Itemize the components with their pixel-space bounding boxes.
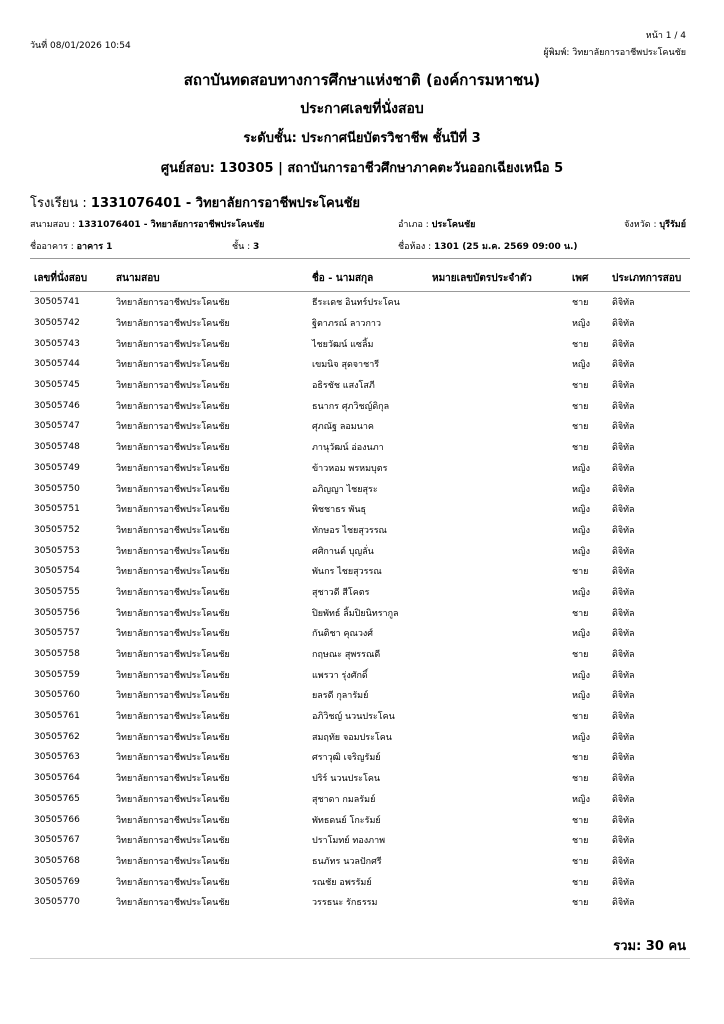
id-card-cell <box>428 706 568 727</box>
gender-cell: ชาย <box>572 443 589 454</box>
school-line <box>30 192 360 213</box>
gender-cell: ชาย <box>572 712 589 723</box>
seat-number-cell: 30505754 <box>34 566 80 577</box>
gender-cell: ชาย <box>572 650 589 661</box>
venue-cell: วิทยาลัยการอาชีพประโคนชัย <box>116 836 230 847</box>
name-cell: รณชัย อพรรัมย์ <box>312 877 372 888</box>
exam-type-cell: ดิจิทัล <box>612 815 635 826</box>
venue-cell: วิทยาลัยการอาชีพประโคนชัย <box>116 319 230 330</box>
seat-number-cell: 30505768 <box>34 855 80 866</box>
seat-number-cell: 30505745 <box>34 380 80 391</box>
name-cell: แพรวา รุ่งศักดิ์ <box>312 670 368 681</box>
floor-label: ชั้น : <box>232 242 251 252</box>
id-card-cell <box>428 582 568 603</box>
seat-number-cell: 30505743 <box>34 338 80 349</box>
gender-cell: หญิง <box>572 732 590 743</box>
venue-info <box>30 217 264 231</box>
id-card-cell <box>428 726 568 747</box>
id-card-cell <box>428 851 568 872</box>
venue-cell: วิทยาลัยการอาชีพประโคนชัย <box>116 815 230 826</box>
name-cell: กันติชา คุณวงศ์ <box>312 629 374 640</box>
table-row <box>30 333 690 354</box>
organization-title: สถาบันทดสอบทางการศึกษาแห่งชาติ (องค์การมหาชน) <box>183 71 541 89</box>
exam-type-cell: ดิจิทัล <box>612 298 635 309</box>
seat-number-cell: 30505767 <box>34 835 80 846</box>
col-name: ชื่อ - นามสกุล <box>312 272 374 284</box>
name-cell: วรรธนะ รักธรรม <box>312 898 378 909</box>
name-cell: ธนภัทร นวลปักศรี <box>312 856 382 867</box>
name-cell: ปริร์ นวนประโคน <box>312 774 380 785</box>
exam-type-cell: ดิจิทัล <box>612 381 635 392</box>
venue-cell: วิทยาลัยการอาชีพประโคนชัย <box>116 401 230 412</box>
table-row <box>30 726 690 747</box>
gender-cell: ชาย <box>572 401 589 412</box>
id-card-cell <box>428 623 568 644</box>
building-value: อาคาร 1 <box>76 242 113 252</box>
id-card-cell <box>428 830 568 851</box>
exam-type-cell: ดิจิทัล <box>612 401 635 412</box>
gender-cell: ชาย <box>572 815 589 826</box>
gender-cell: หญิง <box>572 794 590 805</box>
table-row <box>30 830 690 851</box>
id-card-cell <box>428 478 568 499</box>
name-cell: กฤษณะ สุพรรณดี <box>312 650 381 661</box>
venue-cell: วิทยาลัยการอาชีพประโคนชัย <box>116 546 230 557</box>
id-card-cell <box>428 871 568 892</box>
gender-cell: ชาย <box>572 567 589 578</box>
exam-type-cell: ดิจิทัล <box>612 732 635 743</box>
gender-cell: หญิง <box>572 319 590 330</box>
room-info <box>398 239 578 253</box>
district-value: ประโคนชัย <box>431 220 476 230</box>
exam-type-cell: ดิจิทัล <box>612 670 635 681</box>
province-info <box>624 217 686 231</box>
seat-number-cell: 30505761 <box>34 711 80 722</box>
seat-number-cell: 30505770 <box>34 897 80 908</box>
seat-number-cell: 30505749 <box>34 462 80 473</box>
seat-number-cell: 30505752 <box>34 524 80 535</box>
gender-cell: ชาย <box>572 422 589 433</box>
id-card-cell <box>428 664 568 685</box>
table-header-row <box>30 265 690 292</box>
seat-number-cell: 30505742 <box>34 318 80 329</box>
exam-type-cell: ดิจิทัล <box>612 360 635 371</box>
seat-table <box>30 265 690 913</box>
seat-number-cell: 30505748 <box>34 442 80 453</box>
gender-cell: หญิง <box>572 546 590 557</box>
name-cell: ธนากร ศุภวิชญ์ดิกุล <box>312 401 390 412</box>
exam-type-cell: ดิจิทัล <box>612 546 635 557</box>
room-value: 1301 (25 ม.ค. 2569 09:00 น.) <box>434 242 578 252</box>
id-card-cell <box>428 561 568 582</box>
col-id-card: หมายเลขบัตรประจำตัว <box>432 272 532 284</box>
exam-type-cell: ดิจิทัล <box>612 856 635 867</box>
venue-cell: วิทยาลัยการอาชีพประโคนชัย <box>116 753 230 764</box>
exam-type-cell: ดิจิทัล <box>612 463 635 474</box>
table-row <box>30 437 690 458</box>
venue-cell: วิทยาลัยการอาชีพประโคนชัย <box>116 381 230 392</box>
id-card-cell <box>428 416 568 437</box>
name-cell: ยลรดี กุลารัมย์ <box>312 691 369 702</box>
id-card-cell <box>428 499 568 520</box>
name-cell: ธีระเดช อินทร์ประโคน <box>312 298 400 309</box>
table-row <box>30 395 690 416</box>
table-row <box>30 520 690 541</box>
table-row <box>30 499 690 520</box>
venue-cell: วิทยาลัยการอาชีพประโคนชัย <box>116 877 230 888</box>
name-cell: สมฤทัย จอมประโคน <box>312 732 392 743</box>
venue-cell: วิทยาลัยการอาชีพประโคนชัย <box>116 298 230 309</box>
gender-cell: หญิง <box>572 360 590 371</box>
table-row <box>30 747 690 768</box>
exam-type-cell: ดิจิทัล <box>612 525 635 536</box>
name-cell: พิชชาธร พันธุ <box>312 505 366 516</box>
table-row <box>30 664 690 685</box>
gender-cell: หญิง <box>572 505 590 516</box>
table-row <box>30 789 690 810</box>
exam-type-cell: ดิจิทัล <box>612 608 635 619</box>
gender-cell: ชาย <box>572 753 589 764</box>
exam-type-cell: ดิจิทัล <box>612 443 635 454</box>
total-count: รวม: 30 คน <box>613 939 686 954</box>
col-gender: เพศ <box>572 272 589 284</box>
name-cell: ปิยพัทธ์ ลิ้มปิยนิทรากูล <box>312 608 399 619</box>
seat-number-cell: 30505744 <box>34 359 80 370</box>
gender-cell: ชาย <box>572 608 589 619</box>
exam-type-cell: ดิจิทัล <box>612 629 635 640</box>
venue-cell: วิทยาลัยการอาชีพประโคนชัย <box>116 463 230 474</box>
venue-cell: วิทยาลัยการอาชีพประโคนชัย <box>116 712 230 723</box>
table-row <box>30 892 690 913</box>
print-date: วันที่ 08/01/2026 10:54 <box>30 41 131 51</box>
id-card-cell <box>428 789 568 810</box>
seat-number-cell: 30505766 <box>34 814 80 825</box>
table-row <box>30 871 690 892</box>
col-venue: สนามสอบ <box>116 272 160 284</box>
name-cell: ภานุวัฒน์ อ่องนภา <box>312 443 384 454</box>
name-cell: ปราโมทย์ ทองภาพ <box>312 836 386 847</box>
exam-type-cell: ดิจิทัล <box>612 691 635 702</box>
seat-number-cell: 30505769 <box>34 876 80 887</box>
exam-type-cell: ดิจิทัล <box>612 567 635 578</box>
floor-info <box>232 239 259 253</box>
id-card-cell <box>428 520 568 541</box>
id-card-cell <box>428 685 568 706</box>
table-row <box>30 706 690 727</box>
name-cell: อธิรชัช แสงโสภี <box>312 381 375 392</box>
exam-type-cell: ดิจิทัล <box>612 587 635 598</box>
name-cell: ศราวุฒิ เจริญรัมย์ <box>312 753 381 764</box>
id-card-cell <box>428 437 568 458</box>
venue-cell: วิทยาลัยการอาชีพประโคนชัย <box>116 774 230 785</box>
venue-cell: วิทยาลัยการอาชีพประโคนชัย <box>116 608 230 619</box>
id-card-cell <box>428 375 568 396</box>
table-row <box>30 602 690 623</box>
center-title: ศูนย์สอบ: 130305 | สถาบันการอาชีวศึกษาภาคตะวันออกเฉียงเหนือ 5 <box>160 161 564 176</box>
id-card-cell <box>428 354 568 375</box>
name-cell: ศศิกานต์ บุญลั่น <box>312 546 374 557</box>
name-cell: สุชาดา กมลรัมย์ <box>312 794 376 805</box>
exam-type-cell: ดิจิทัล <box>612 712 635 723</box>
level-title: ระดับชั้น: ประกาศนียบัตรวิชาชีพ ชั้นปีที่ 3 <box>243 131 481 146</box>
id-card-cell <box>428 458 568 479</box>
name-cell: ทักษอร ไชยสุวรรณ <box>312 525 387 536</box>
floor-value: 3 <box>253 242 260 252</box>
exam-type-cell: ดิจิทัล <box>612 484 635 495</box>
seat-number-cell: 30505762 <box>34 731 80 742</box>
exam-type-cell: ดิจิทัล <box>612 794 635 805</box>
table-row <box>30 458 690 479</box>
id-card-cell <box>428 747 568 768</box>
table-row <box>30 623 690 644</box>
gender-cell: ชาย <box>572 877 589 888</box>
gender-cell: ชาย <box>572 856 589 867</box>
venue-cell: วิทยาลัยการอาชีพประโคนชัย <box>116 856 230 867</box>
table-row <box>30 768 690 789</box>
venue-cell: วิทยาลัยการอาชีพประโคนชัย <box>116 650 230 661</box>
venue-cell: วิทยาลัยการอาชีพประโคนชัย <box>116 794 230 805</box>
gender-cell: หญิง <box>572 463 590 474</box>
gender-cell: ชาย <box>572 298 589 309</box>
seat-number-cell: 30505753 <box>34 545 80 556</box>
name-cell: พันกร ไชยสุวรรณ <box>312 567 382 578</box>
seat-number-cell: 30505747 <box>34 421 80 432</box>
venue-cell: วิทยาลัยการอาชีพประโคนชัย <box>116 360 230 371</box>
id-card-cell <box>428 768 568 789</box>
province-label: จังหวัด : <box>624 220 657 230</box>
id-card-cell <box>428 395 568 416</box>
venue-cell: วิทยาลัยการอาชีพประโคนชัย <box>116 670 230 681</box>
exam-type-cell: ดิจิทัล <box>612 650 635 661</box>
name-cell: อภิญญา ไชยสุระ <box>312 484 378 495</box>
gender-cell: หญิง <box>572 629 590 640</box>
name-cell: ข้าวหอม พรหมบุตร <box>312 463 388 474</box>
venue-cell: วิทยาลัยการอาชีพประโคนชัย <box>116 732 230 743</box>
seat-number-cell: 30505746 <box>34 400 80 411</box>
exam-type-cell: ดิจิทัล <box>612 505 635 516</box>
gender-cell: หญิง <box>572 525 590 536</box>
district-label: อำเภอ : <box>398 220 429 230</box>
gender-cell: ชาย <box>572 339 589 350</box>
table-row <box>30 851 690 872</box>
venue-cell: วิทยาลัยการอาชีพประโคนชัย <box>116 505 230 516</box>
table-row <box>30 375 690 396</box>
venue-value: 1331076401 - วิทยาลัยการอาชีพประโคนชัย <box>78 220 265 230</box>
exam-type-cell: ดิจิทัล <box>612 898 635 909</box>
seat-number-cell: 30505751 <box>34 504 80 515</box>
seat-number-cell: 30505758 <box>34 649 80 660</box>
table-row <box>30 644 690 665</box>
gender-cell: ชาย <box>572 898 589 909</box>
id-card-cell <box>428 292 568 313</box>
table-row <box>30 540 690 561</box>
page-number: หน้า 1 / 4 <box>645 31 686 41</box>
venue-cell: วิทยาลัยการอาชีพประโคนชัย <box>116 898 230 909</box>
gender-cell: หญิง <box>572 670 590 681</box>
table-row <box>30 478 690 499</box>
seat-number-cell: 30505764 <box>34 773 80 784</box>
venue-cell: วิทยาลัยการอาชีพประโคนชัย <box>116 691 230 702</box>
venue-cell: วิทยาลัยการอาชีพประโคนชัย <box>116 443 230 454</box>
seat-number-cell: 30505763 <box>34 752 80 763</box>
exam-type-cell: ดิจิทัล <box>612 422 635 433</box>
exam-type-cell: ดิจิทัล <box>612 774 635 785</box>
table-row <box>30 416 690 437</box>
venue-cell: วิทยาลัยการอาชีพประโคนชัย <box>116 587 230 598</box>
gender-cell: ชาย <box>572 381 589 392</box>
name-cell: อภิวิชญ์ นวนประโคน <box>312 712 395 723</box>
name-cell: ฐิตาภรณ์ ลาวกาว <box>312 319 382 330</box>
id-card-cell <box>428 892 568 913</box>
building-label: ชื่ออาคาร : <box>30 242 74 252</box>
gender-cell: หญิง <box>572 691 590 702</box>
table-row <box>30 561 690 582</box>
name-cell: ศุภณัฐ ลอมนาค <box>312 422 374 433</box>
exam-type-cell: ดิจิทัล <box>612 753 635 764</box>
venue-cell: วิทยาลัยการอาชีพประโคนชัย <box>116 525 230 536</box>
col-seat-number: เลขที่นั่งสอบ <box>34 272 88 284</box>
id-card-cell <box>428 644 568 665</box>
exam-type-cell: ดิจิทัล <box>612 877 635 888</box>
table-row <box>30 292 690 313</box>
school-value: 1331076401 - วิทยาลัยการอาชีพประโคนชัย <box>90 196 361 211</box>
gender-cell: หญิง <box>572 587 590 598</box>
building-info <box>30 239 112 253</box>
school-label: โรงเรียน : <box>30 196 87 211</box>
announcement-title: ประกาศเลขที่นั่งสอบ <box>300 101 424 117</box>
gender-cell: หญิง <box>572 484 590 495</box>
venue-cell: วิทยาลัยการอาชีพประโคนชัย <box>116 629 230 640</box>
name-cell: ไชยวัฒน์ แซลิ้ม <box>312 339 374 350</box>
divider-top <box>30 258 690 259</box>
id-card-cell <box>428 333 568 354</box>
gender-cell: ชาย <box>572 836 589 847</box>
seat-number-cell: 30505757 <box>34 628 80 639</box>
venue-cell: วิทยาลัยการอาชีพประโคนชัย <box>116 422 230 433</box>
name-cell: สุชาวดี สีโคตร <box>312 587 370 598</box>
seat-number-cell: 30505750 <box>34 483 80 494</box>
table-row <box>30 685 690 706</box>
id-card-cell <box>428 602 568 623</box>
table-row <box>30 354 690 375</box>
seat-number-cell: 30505741 <box>34 297 80 308</box>
exam-type-cell: ดิจิทัล <box>612 836 635 847</box>
seat-number-cell: 30505759 <box>34 669 80 680</box>
id-card-cell <box>428 313 568 334</box>
name-cell: เขมนิจ สุดจาชารี <box>312 360 380 371</box>
room-label: ชื่อห้อง : <box>398 242 432 252</box>
seat-number-cell: 30505755 <box>34 586 80 597</box>
venue-cell: วิทยาลัยการอาชีพประโคนชัย <box>116 567 230 578</box>
district-info <box>398 217 475 231</box>
seat-number-cell: 30505765 <box>34 793 80 804</box>
id-card-cell <box>428 809 568 830</box>
province-value: บุรีรัมย์ <box>659 220 686 230</box>
exam-type-cell: ดิจิทัล <box>612 339 635 350</box>
exam-type-cell: ดิจิทัล <box>612 319 635 330</box>
seat-number-cell: 30505760 <box>34 690 80 701</box>
venue-label: สนามสอบ : <box>30 220 76 230</box>
col-exam-type: ประเภทการสอบ <box>612 272 682 284</box>
printed-by: ผู้พิมพ์: วิทยาลัยการอาชีพประโคนชัย <box>543 48 686 58</box>
venue-cell: วิทยาลัยการอาชีพประโคนชัย <box>116 484 230 495</box>
table-row <box>30 313 690 334</box>
name-cell: พัทธดนย์ โกะรัมย์ <box>312 815 381 826</box>
gender-cell: ชาย <box>572 774 589 785</box>
id-card-cell <box>428 540 568 561</box>
divider-bottom <box>30 958 690 959</box>
table-row <box>30 582 690 603</box>
venue-cell: วิทยาลัยการอาชีพประโคนชัย <box>116 339 230 350</box>
table-row <box>30 809 690 830</box>
seat-number-cell: 30505756 <box>34 607 80 618</box>
